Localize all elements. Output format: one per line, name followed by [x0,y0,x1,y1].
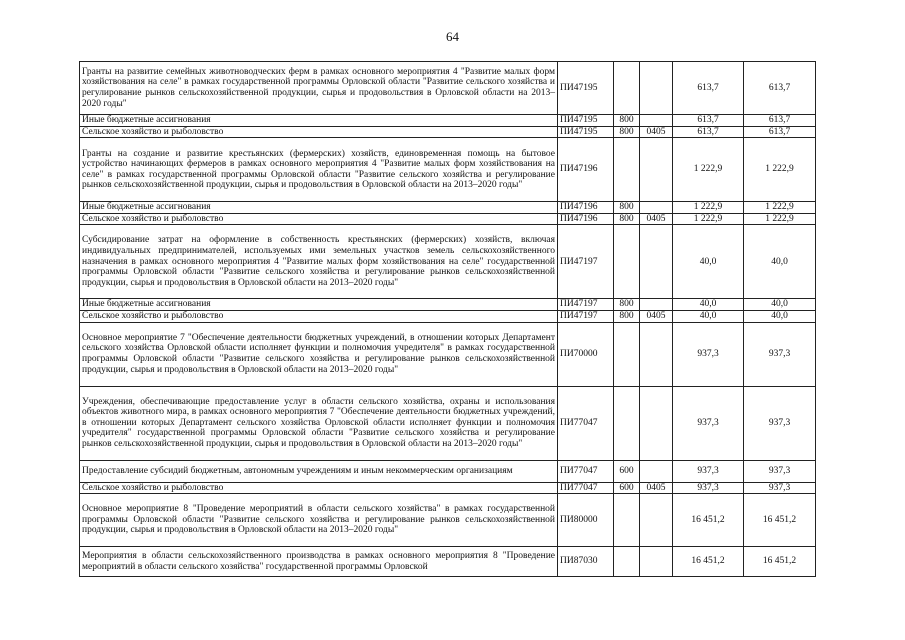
row-razdel-cell: 0405 [640,126,673,138]
row-name-cell: Сельское хозяйство и рыболовство [80,213,558,225]
table-row [80,310,816,322]
row-ved-cell [614,225,640,299]
row-code-cell: ПИ47196 [558,138,614,202]
row-amount-1-cell: 16 451,2 [673,494,744,547]
row-razdel-cell [640,115,673,127]
row-amount-1-cell: 937,3 [673,460,744,482]
table-body [80,62,816,577]
budget-table [79,61,816,577]
row-code-cell: ПИ47196 [558,202,614,214]
row-razdel-cell: 0405 [640,482,673,494]
row-code-cell: ПИ87030 [558,547,614,577]
row-amount-2-cell: 40,0 [744,299,816,311]
row-ved-cell: 600 [614,482,640,494]
row-ved-cell: 800 [614,202,640,214]
row-ved-cell: 800 [614,310,640,322]
row-amount-2-cell: 40,0 [744,310,816,322]
table-row [80,386,816,460]
row-code-cell: ПИ77047 [558,460,614,482]
row-code-cell: ПИ80000 [558,494,614,547]
row-name-cell: Основное мероприятие 8 "Проведение мероприятий в области сельского хозяйства" в рамках государственной программы Орловской области "Развитие сельского хозяйства и регулирование рынков сельскохозяйственной продукции, сырья и продовольствия в Орловской области на 2013–2020 годы" [80,494,558,547]
table-row [80,138,816,202]
row-razdel-cell [640,62,673,115]
row-code-cell: ПИ47197 [558,299,614,311]
row-amount-2-cell: 1 222,9 [744,213,816,225]
row-razdel-cell: 0405 [640,310,673,322]
row-code-cell: ПИ47195 [558,115,614,127]
row-ved-cell [614,386,640,460]
row-ved-cell [614,62,640,115]
row-amount-1-cell: 40,0 [673,225,744,299]
row-razdel-cell [640,547,673,577]
row-ved-cell [614,322,640,386]
row-amount-1-cell: 1 222,9 [673,213,744,225]
row-name-cell: Мероприятия в области сельскохозяйственного производства в рамках основного мероприятия 8 "Проведение мероприятий в области сельского хозяйства" государственной программы Орловской [80,547,558,577]
row-ved-cell: 800 [614,126,640,138]
table-row [80,299,816,311]
row-amount-2-cell: 613,7 [744,115,816,127]
row-amount-2-cell: 40,0 [744,225,816,299]
row-amount-2-cell: 1 222,9 [744,202,816,214]
table-row [80,202,816,214]
row-amount-2-cell: 937,3 [744,460,816,482]
table-row [80,213,816,225]
row-ved-cell: 800 [614,115,640,127]
table-row [80,126,816,138]
row-razdel-cell [640,386,673,460]
row-amount-1-cell: 1 222,9 [673,138,744,202]
row-code-cell: ПИ77047 [558,482,614,494]
page-number: 64 [446,29,459,44]
row-ved-cell [614,138,640,202]
row-name-cell: Гранты на создание и развитие крестьянских (фермерских) хозяйств, единовременная помощь на бытовое устройство начинающих фермеров в рамках основного мероприятия 4 "Развитие малых форм хозяйствования на селе" в рамках государственной программы Орловской области "Развитие сельского хозяйства и регулирование рынков сельскохозяйственной продукции, сырья и продовольствия в Орловской области на 2013–2020 годы" [80,138,558,202]
row-amount-1-cell: 937,3 [673,322,744,386]
table-row [80,62,816,115]
row-ved-cell: 800 [614,299,640,311]
row-amount-2-cell: 16 451,2 [744,547,816,577]
table-row [80,460,816,482]
row-amount-2-cell: 1 222,9 [744,138,816,202]
row-name-cell: Предоставление субсидий бюджетным, автономным учреждениям и иным некоммерческим организациям [80,460,558,482]
row-name-cell: Гранты на развитие семейных животноводческих ферм в рамках основного мероприятия 4 "Развитие малых форм хозяйствования на селе" в рамках государственной программы Орловской области "Развитие сельского хозяйства и регулирование рынков сельскохозяйственной продукции, сырья и продовольствия в Орловской области на 2013–2020 годы" [80,62,558,115]
row-code-cell: ПИ47197 [558,310,614,322]
row-amount-2-cell: 937,3 [744,322,816,386]
table-row [80,225,816,299]
row-amount-1-cell: 937,3 [673,386,744,460]
row-ved-cell: 600 [614,460,640,482]
row-amount-1-cell: 16 451,2 [673,547,744,577]
row-razdel-cell [640,225,673,299]
row-code-cell: ПИ47196 [558,213,614,225]
row-amount-2-cell: 937,3 [744,482,816,494]
row-ved-cell [614,547,640,577]
row-amount-1-cell: 40,0 [673,299,744,311]
row-razdel-cell [640,299,673,311]
row-amount-1-cell: 613,7 [673,126,744,138]
table-row [80,482,816,494]
row-name-cell: Сельское хозяйство и рыболовство [80,310,558,322]
row-amount-2-cell: 937,3 [744,386,816,460]
row-name-cell: Иные бюджетные ассигнования [80,202,558,214]
row-amount-1-cell: 613,7 [673,62,744,115]
row-name-cell: Сельское хозяйство и рыболовство [80,126,558,138]
row-amount-1-cell: 613,7 [673,115,744,127]
row-ved-cell [614,494,640,547]
row-code-cell: ПИ77047 [558,386,614,460]
row-razdel-cell [640,494,673,547]
row-name-cell: Учреждения, обеспечивающие предоставление услуг в области сельского хозяйства, охраны и использования объектов животного мира, в рамках основного мероприятия 7 "Обеспечение деятельности бюджетных учреждений, в отношении которых Департамент сельского хозяйства Орловской области исполняет функции и полномочия учредителя" государственной программы Орловской области "Развитие сельского хозяйства и регулирование рынков сельскохозяйственной продукции, сырья и продовольствия в Орловской области на 2013–2020 годы" [80,386,558,460]
row-razdel-cell [640,322,673,386]
row-name-cell: Иные бюджетные ассигнования [80,115,558,127]
row-amount-1-cell: 40,0 [673,310,744,322]
row-code-cell: ПИ70000 [558,322,614,386]
row-code-cell: ПИ47197 [558,225,614,299]
row-name-cell: Сельское хозяйство и рыболовство [80,482,558,494]
row-razdel-cell [640,138,673,202]
row-code-cell: ПИ47195 [558,62,614,115]
row-name-cell: Субсидирование затрат на оформление в собственность крестьянских (фермерских) хозяйств, включая индивидуальных предпринимателей, используемых ими земельных участков земель сельскохозяйственного назначения в рамках основного мероприятия 4 "Развитие малых форм хозяйствования на селе" государственной программы Орловской области "Развитие сельского хозяйства и регулирование рынков сельскохозяйственной продукции, сырья и продовольствия в Орловской области на 2013–2020 годы" [80,225,558,299]
table-row [80,547,816,577]
table-row [80,115,816,127]
row-razdel-cell: 0405 [640,213,673,225]
row-razdel-cell [640,460,673,482]
row-amount-1-cell: 1 222,9 [673,202,744,214]
table-row [80,494,816,547]
row-amount-2-cell: 613,7 [744,62,816,115]
row-amount-2-cell: 16 451,2 [744,494,816,547]
row-ved-cell: 800 [614,213,640,225]
table-row [80,322,816,386]
row-code-cell: ПИ47195 [558,126,614,138]
row-amount-2-cell: 613,7 [744,126,816,138]
row-name-cell: Основное мероприятие 7 "Обеспечение деятельности бюджетных учреждений, в отношении которых Департамент сельского хозяйства Орловской области исполняет функции и полномочия учредителя" в рамках государственной программы Орловской области "Развитие сельского хозяйства и регулирование рынков сельскохозяйственной продукции, сырья и продовольствия в Орловской области на 2013–2020 годы" [80,322,558,386]
row-name-cell: Иные бюджетные ассигнования [80,299,558,311]
row-amount-1-cell: 937,3 [673,482,744,494]
row-razdel-cell [640,202,673,214]
